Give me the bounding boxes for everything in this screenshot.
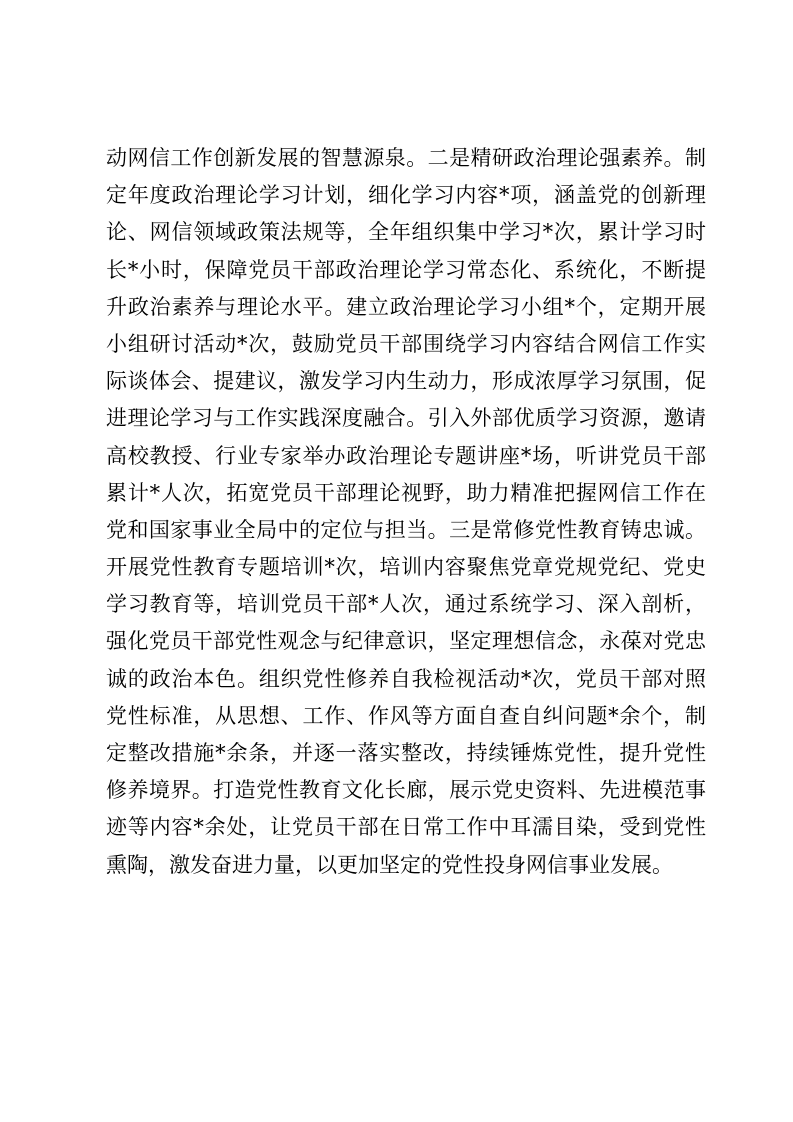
text-line: 诚的政治本色。组织党性修养自我检视活动*次，党员干部对照 [106,666,706,691]
text-line: 熏陶，激发奋进力量，以更加坚定的党性投身网信事业发展。 [106,852,673,877]
text-line: 小组研讨活动*次，鼓励党员干部围绕学习内容结合网信工作实 [106,331,706,356]
text-line: 际谈体会、提建议，激发学习内生动力，形成浓厚学习氛围，促 [106,369,706,394]
text-line: 强化党员干部党性观念与纪律意识，坚定理想信念，永葆对党忠 [106,629,706,654]
text-line: 迹等内容*余处，让党员干部在日常工作中耳濡目染，受到党性 [106,815,706,840]
text-line: 定整改措施*余条，并逐一落实整改，持续锤炼党性，提升党性 [106,741,706,765]
text-line: 定年度政治理论学习计划，细化学习内容*项，涵盖党的创新理 [106,183,706,208]
text-line: 论、网信领域政策法规等，全年组织集中学习*次，累计学习时 [106,220,706,245]
body-paragraph [106,140,706,884]
text-line: 党和国家事业全局中的定位与担当。三是常修党性教育铸忠诚。 [106,517,706,542]
text-line: 学习教育等，培训党员干部*人次，通过系统学习、深入剖析， [106,592,706,617]
text-line: 累计*人次，拓宽党员干部理论视野，助力精准把握网信工作在 [106,480,706,505]
text-line: 开展党性教育专题培训*次，培训内容聚焦党章党规党纪、党史 [106,555,706,580]
text-line: 升政治素养与理论水平。建立政治理论学习小组*个，定期开展 [106,294,706,319]
text-line: 党性标准，从思想、工作、作风等方面自查自纠问题*余个，制 [106,703,706,728]
text-line: 动网信工作创新发展的智慧源泉。二是精研政治理论强素养。制 [106,146,706,170]
text-line: 修养境界。打造党性教育文化长廊，展示党史资料、先进模范事 [106,778,706,803]
text-line: 高校教授、行业专家举办政治理论专题讲座*场，听讲党员干部 [106,443,706,468]
text-line: 长*小时，保障党员干部政治理论学习常态化、系统化，不断提 [106,257,706,282]
text-line: 进理论学习与工作实践深度融合。引入外部优质学习资源，邀请 [106,406,706,431]
